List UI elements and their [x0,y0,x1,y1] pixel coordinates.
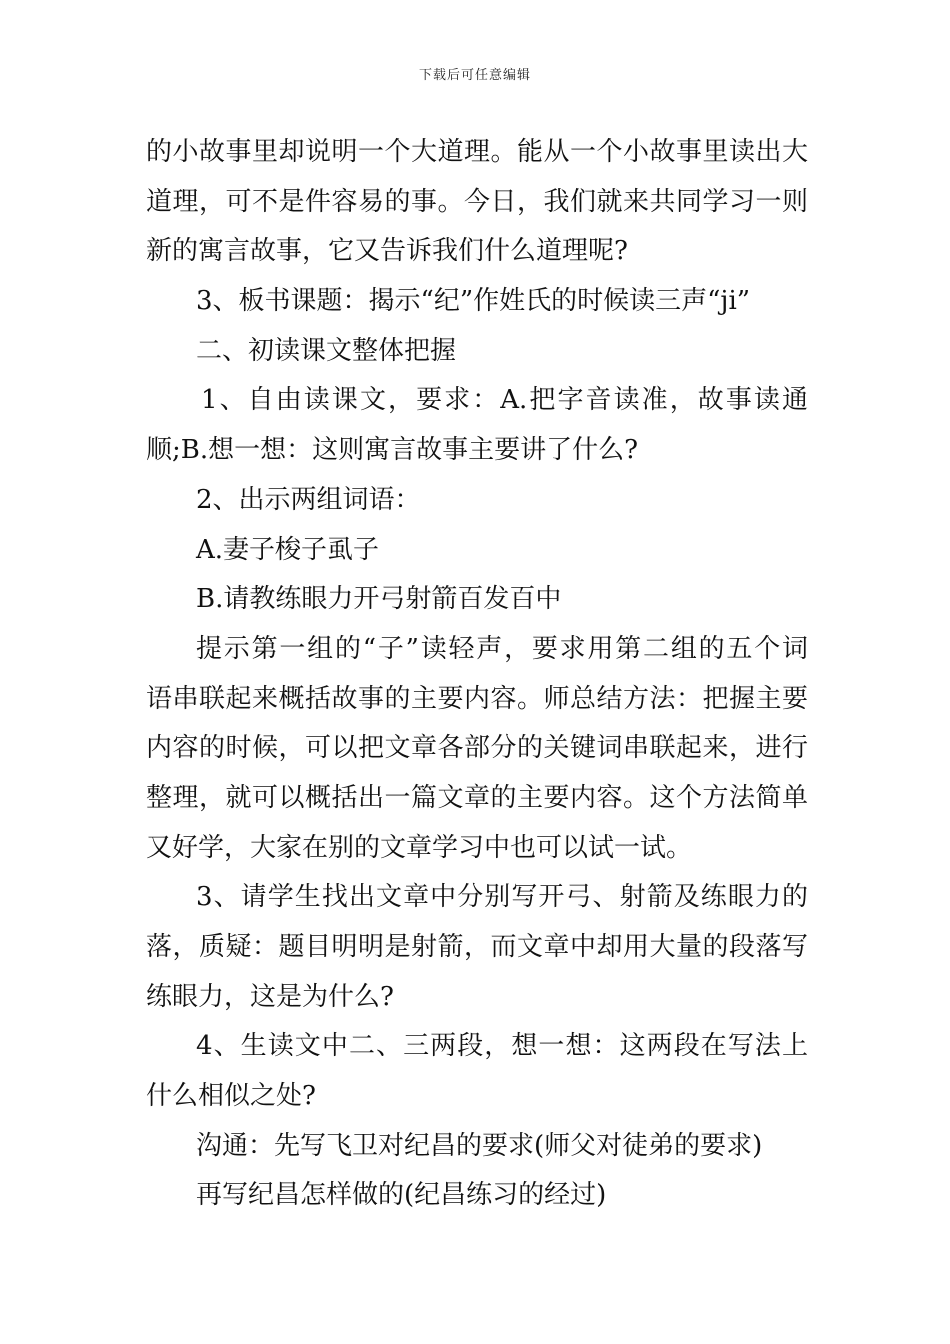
paragraph-line: 语串联起来概括故事的主要内容。师总结方法：把握主要 [146,683,808,714]
paragraph-line: 3、请学生找出文章中分别写开弓、射箭及练眼力的 [196,882,808,913]
paragraph-line: 落，质疑：题目明明是射箭，而文章中却用大量的段落写 [146,932,808,962]
paragraph-line: 2、出示两组词语： [196,484,421,515]
section-heading: 二、初读课文整体把握 [196,335,457,366]
paragraph-line: 提示第一组的“子”读轻声，要求用第二组的五个词 [196,633,808,664]
paragraph-line: 练眼力，这是为什么? [146,981,394,1012]
word-group-b: B.请教练眼力开弓射箭百发百中 [196,584,562,615]
paragraph-line: 的小故事里却说明一个大道理。能从一个小故事里读出大 [146,137,808,167]
word-group-a: A.妻子梭子虱子 [196,534,380,565]
paragraph-line: 新的寓言故事，它又告诉我们什么道理呢? [146,236,628,267]
paragraph-line: 内容的时候，可以把文章各部分的关键词串联起来，进行 [146,733,808,764]
paragraph-line: 再写纪昌怎样做的(纪昌练习的经过) [196,1180,607,1211]
paragraph-line: 又好学，大家在别的文章学习中也可以试一试。 [146,832,693,863]
paragraph-line: 什么相似之处? [146,1081,316,1112]
paragraph-line: 3、板书课题：揭示“纪”作姓氏的时候读三声“ji” [196,286,751,317]
page-header: 下载后可任意编辑 [418,68,531,83]
paragraph-line: 道理，可不是件容易的事。今日，我们就来共同学习一则 [146,186,808,217]
paragraph-line: 1、自由读课文，要求：A.把字音读准，故事读通 [201,385,808,416]
paragraph-line: 顺;B.想一想：这则寓言故事主要讲了什么? [146,435,639,466]
paragraph-line: 沟通：先写飞卫对纪昌的要求(师父对徒弟的要求) [196,1130,763,1161]
document-body [146,128,808,1221]
paragraph-line: 整理，就可以概括出一篇文章的主要内容。这个方法简单 [146,782,808,813]
paragraph-line: 4、生读文中二、三两段，想一想：这两段在写法上 [196,1031,808,1062]
